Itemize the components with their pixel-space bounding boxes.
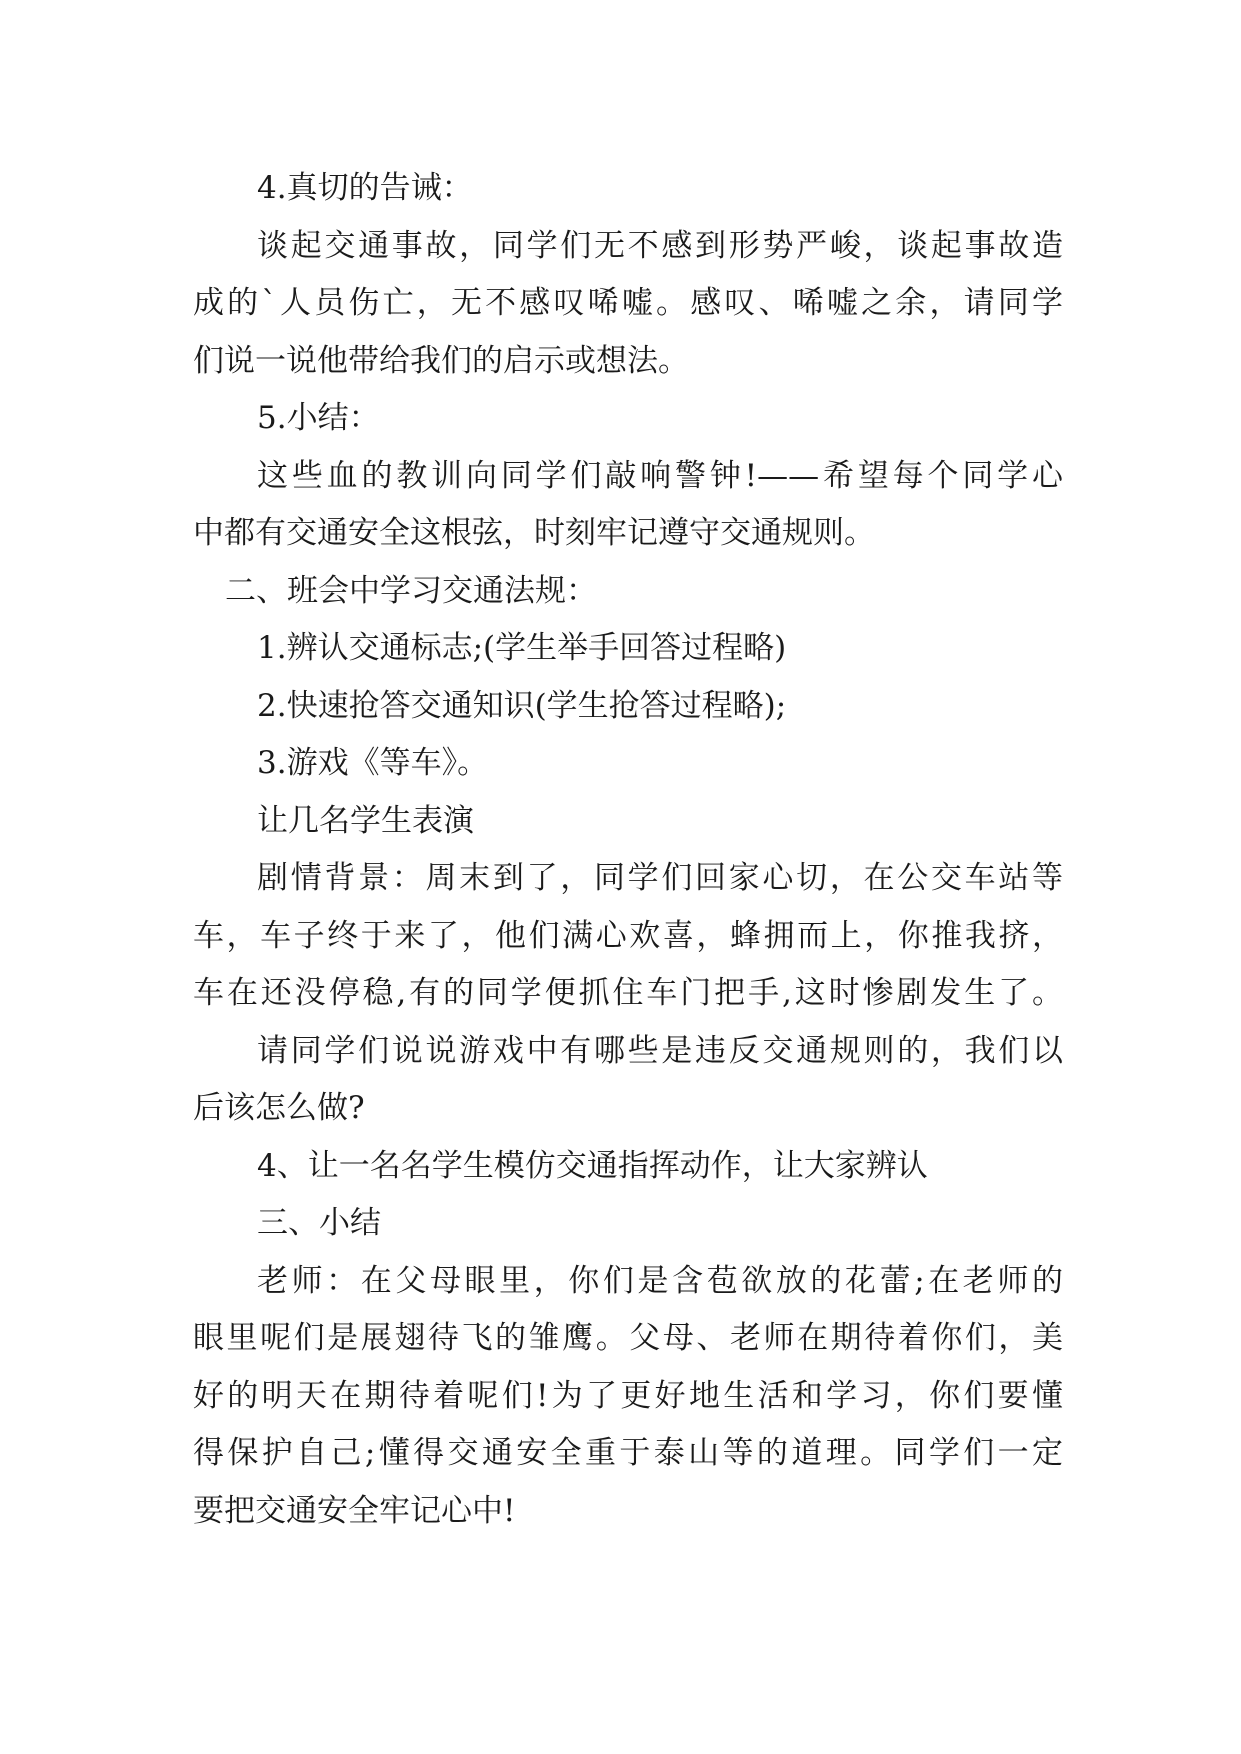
text-line: 4.真切的告诫：	[257, 170, 473, 206]
text-line: 后该怎么做?	[193, 1090, 365, 1126]
text-line: 4、让一名名学生模仿交通指挥动作，让大家辨认	[257, 1147, 928, 1184]
text-line: 2.快速抢答交通知识(学生抢答过程略);	[257, 687, 787, 724]
text-line: 好的明天在期待着呢们!为了更好地生活和学习，你们要懂	[193, 1377, 1063, 1414]
text-line: 三、小结	[257, 1205, 381, 1241]
text-line: 3.游戏《等车》。	[257, 745, 489, 781]
text-line: 眼里呢们是展翅待飞的雏鹰。父母、老师在期待着你们，美	[193, 1320, 1063, 1356]
text-line: 谈起交通事故，同学们无不感到形势严峻，谈起事故造	[257, 227, 1063, 264]
text-line: 成的`人员伤亡，无不感叹唏嘘。感叹、唏嘘之余，请同学	[193, 285, 1063, 321]
document-body	[193, 160, 1063, 1540]
text-line: 车在还没停稳,有的同学便抓住车门把手,这时惨剧发生了。	[193, 975, 1063, 1011]
text-line: 让几名学生表演	[257, 802, 474, 839]
text-line: 们说一说他带给我们的启示或想法。	[193, 342, 689, 379]
text-line: 5.小结：	[257, 400, 380, 436]
text-line: 请同学们说说游戏中有哪些是违反交通规则的，我们以	[257, 1032, 1063, 1069]
text-line: 车，车子终于来了，他们满心欢喜，蜂拥而上，你推我挤，	[193, 917, 1063, 954]
text-line: 二、班会中学习交通法规：	[225, 572, 597, 609]
text-line: 这些血的教训向同学们敲响警钟!——希望每个同学心	[257, 457, 1063, 494]
text-line: 剧情背景：周末到了，同学们回家心切，在公交车站等	[257, 860, 1063, 896]
text-line: 老师：在父母眼里，你们是含苞欲放的花蕾;在老师的	[257, 1262, 1063, 1299]
text-line: 中都有交通安全这根弦，时刻牢记遵守交通规则。	[193, 515, 875, 551]
text-line: 1.辨认交通标志;(学生举手回答过程略)	[257, 630, 787, 666]
text-line: 得保护自己;懂得交通安全重于泰山等的道理。同学们一定	[193, 1435, 1063, 1471]
text-line: 要把交通安全牢记心中!	[193, 1492, 516, 1529]
